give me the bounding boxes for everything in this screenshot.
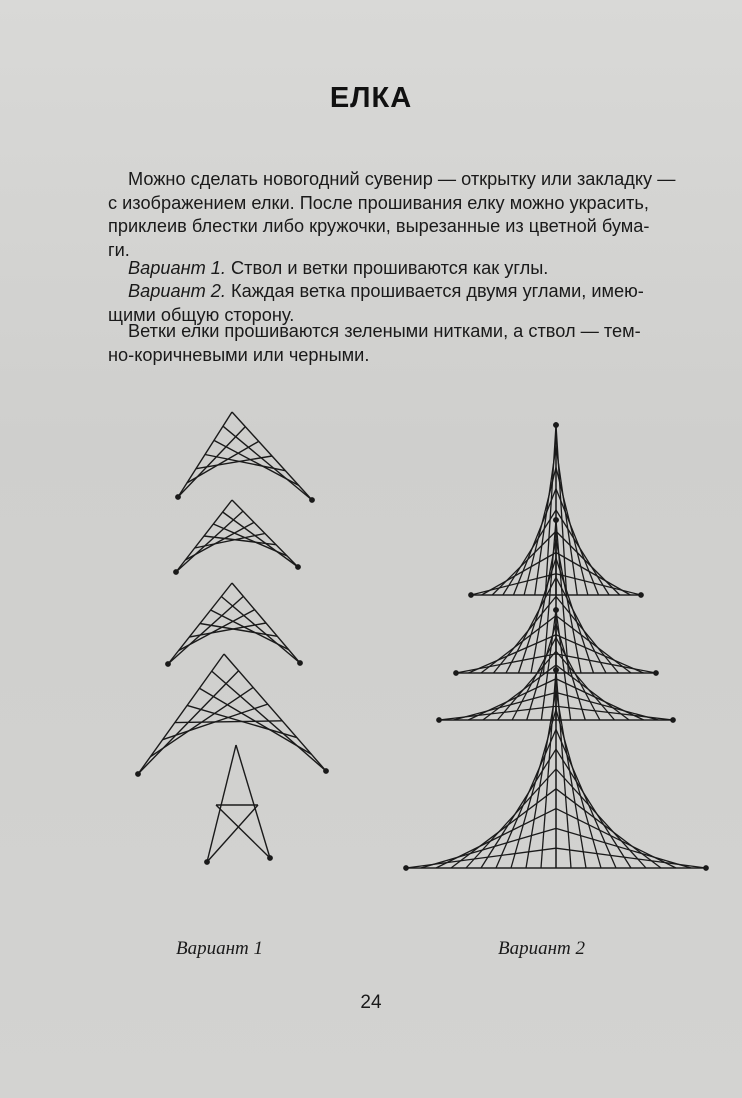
angle-side <box>232 583 300 663</box>
thread-line <box>454 693 556 721</box>
angle-side <box>232 500 298 567</box>
thread-line <box>436 809 556 868</box>
thread-line <box>556 690 586 868</box>
variant1-text: Ствол и ветки прошиваются как углы. <box>225 258 549 278</box>
thread-line <box>556 553 630 596</box>
variant2-tree-diagram <box>404 423 708 870</box>
variant2-text-line1: Каждая ветка прошивается двумя углами, имею- <box>225 281 644 301</box>
intro-line-2: с изображением елки. После прошивания елку можно украсить, <box>108 192 649 213</box>
angle-side <box>168 583 232 664</box>
puncture-dot <box>554 423 558 427</box>
thread-line <box>176 511 243 572</box>
puncture-dot <box>554 608 558 612</box>
puncture-dot <box>554 518 558 522</box>
variant1-label: Вариант 1. <box>128 258 226 278</box>
trunk-side <box>207 745 236 862</box>
thread-line <box>556 729 616 868</box>
thread-line <box>223 426 312 500</box>
thread-line <box>526 690 556 868</box>
variant1-tree-diagram <box>136 412 328 864</box>
puncture-dot <box>176 495 180 499</box>
thread-line <box>421 828 556 868</box>
variant2-label: Вариант 2. <box>128 281 226 301</box>
thread-line <box>168 596 243 664</box>
intro-line-1: Можно сделать новогодний сувенир — открытку или закладку — <box>128 169 676 189</box>
thread-line <box>496 729 556 868</box>
puncture-dot <box>268 856 272 860</box>
thread-line <box>556 789 661 868</box>
thread-line <box>221 597 300 664</box>
angle-side <box>178 412 232 497</box>
thread-line <box>556 828 691 868</box>
colors-line-2: но-коричневыми или черными. <box>108 344 370 365</box>
puncture-dot <box>205 860 209 864</box>
puncture-dot <box>324 769 328 773</box>
puncture-dot <box>136 772 140 776</box>
caption-variant2: Вариант 2 <box>498 938 586 959</box>
puncture-dot <box>554 668 558 672</box>
intro-line-4: ги. <box>108 239 130 260</box>
variant2-text-line2: щими общую сторону. <box>108 304 295 325</box>
thread-line <box>556 809 676 868</box>
thread-line <box>175 721 282 723</box>
puncture-dot <box>298 661 302 665</box>
thread-line <box>556 693 658 721</box>
page-title: ЕЛКА <box>329 82 413 114</box>
page-number: 24 <box>360 992 382 1013</box>
puncture-dot <box>174 570 178 574</box>
puncture-dot <box>310 498 314 502</box>
intro-line-3: приклеив блестки либо кружочки, вырезанные из цветной бума- <box>108 216 650 236</box>
puncture-dot <box>296 565 300 569</box>
angle-side <box>176 500 232 572</box>
angle-side <box>138 654 224 774</box>
thread-line <box>482 553 556 596</box>
colors-line-1: Ветки елки прошиваются зелеными нитками, а ствол — тем- <box>128 321 641 341</box>
thread-line <box>451 789 556 868</box>
caption-variant1: Вариант 1 <box>176 938 264 959</box>
puncture-dot <box>166 662 170 666</box>
